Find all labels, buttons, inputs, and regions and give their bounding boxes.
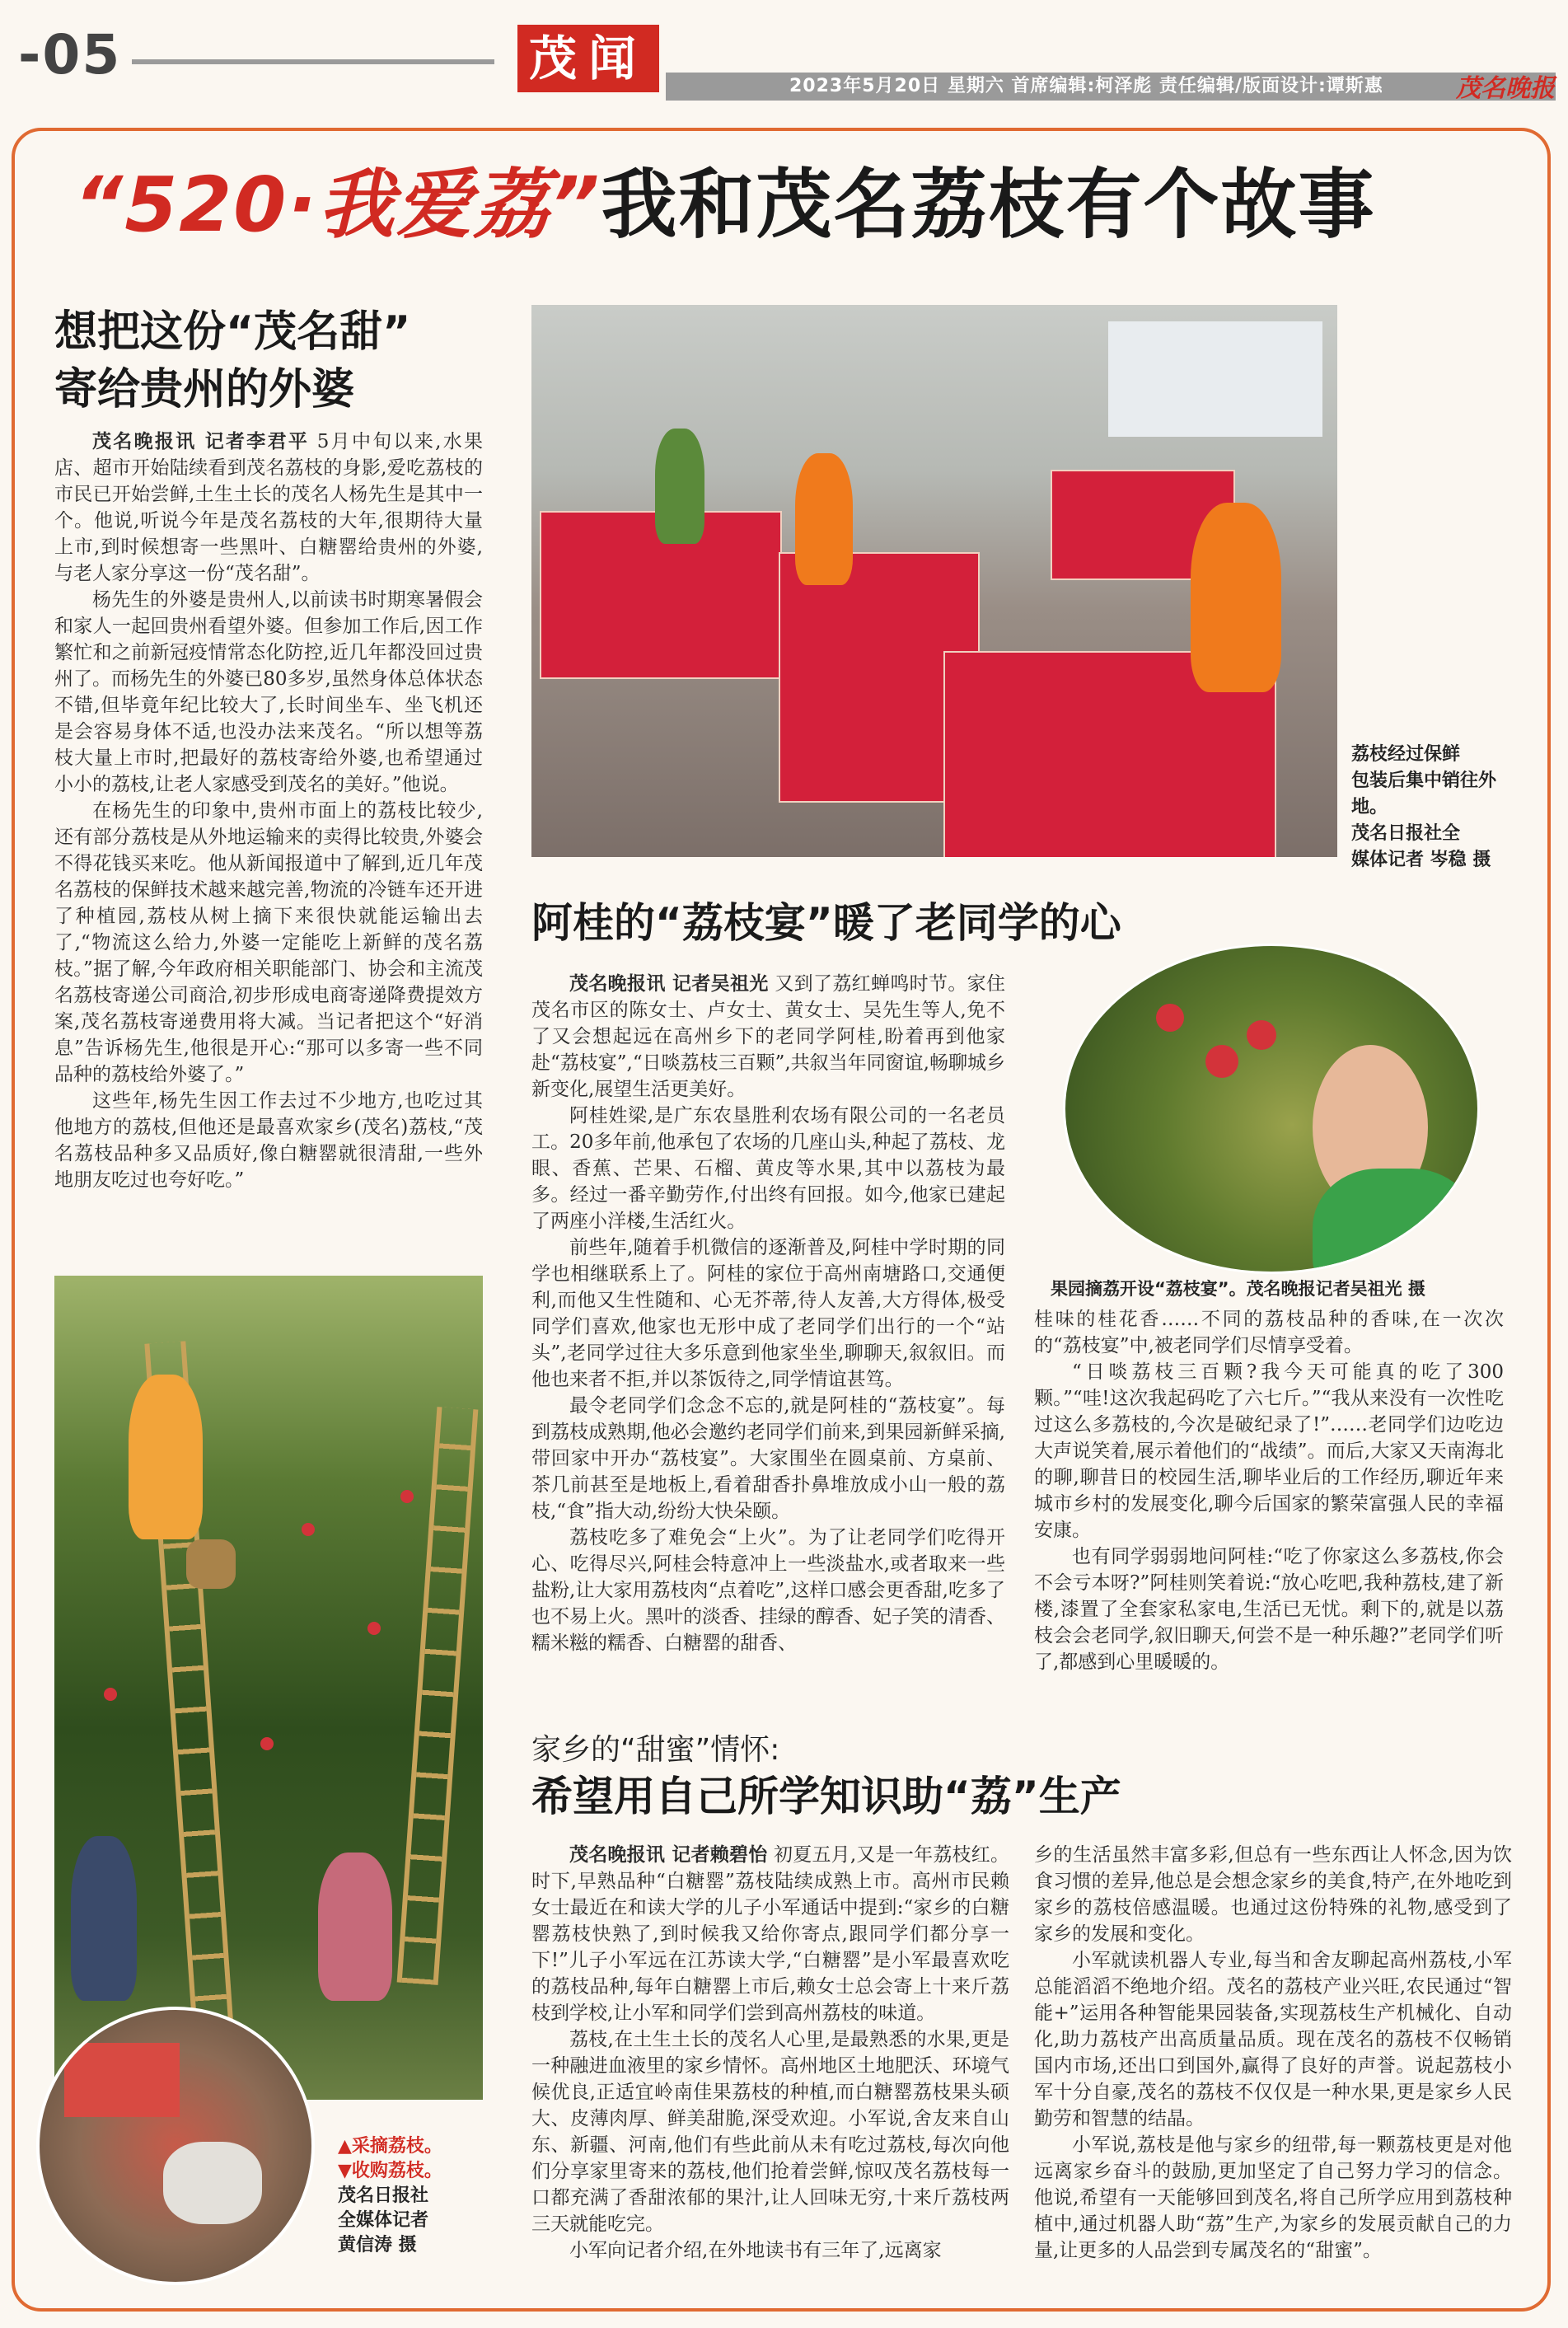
section-badge: 茂闻 [517,25,659,92]
story2-paragraph: 茂名晚报讯 记者吴祖光 又到了荔红蝉鸣时节。家住茂名市区的陈女士、卢女士、黄女士、吴先生等人,免不了又会想起远在高州乡下的老同学阿桂,盼着再到他家赴“荔枝宴”,“日啖荔枝三百颗”,共叙当年同窗谊,畅聊城乡新变化,展望生活更美好。 [531,973,1005,1100]
photo-basket [186,1539,236,1589]
story1-title-line1: 想把这份“茂名甜” [54,307,411,357]
photo3-caption [338,2134,486,2258]
story3-byline: 茂名晚报讯 记者赖碧怡 [569,1844,768,1866]
header-meta: 2023年5月20日 星期六 首席编辑:柯泽彪 责任编辑/版面设计:谭斯惠 [789,76,1383,96]
photo1-caption: 荔枝经过保鲜 包装后集中销往外 地。 茂名日报社全 媒体记者 岑稳 摄 [1351,744,1497,870]
story1-paragraph: 在杨先生的印象中,贵州市面上的荔枝比较少,还有部分荔枝是从外地运输来的卖得比较贵,外婆会不得花钱买来吃。他从新闻报道中了解到,近几年茂名荔枝的保鲜技术越来越完善,物流的冷链车还开进了种植园,荔枝从树上摘下来很快就能运输出去了,“物流这么给力,外婆一定能吃上新鲜的茂名荔枝。”据了解,今年政府相关职能部门、协会和主流茂名荔枝寄递公司商洽,初步形成电商寄递降费提效方案,茂名荔枝寄递费用将大减。当记者把这个“好消息”告诉杨先生,他很是开心:“那可以多寄一些不同品种的荔枝给外婆了。” [54,800,483,1085]
story3-paragraph: 茂名晚报讯 记者赖碧怡 初夏五月,又是一年荔枝红。时下,早熟品种“白糖罂”荔枝陆续成熟上市。高州市民赖女士最近在和读大学的儿子小军通话中提到:“家乡的白糖罂荔枝快熟了,到时候我又给你寄点,跟同学们都分享一下!”儿子小军远在江苏读大学,“白糖罂”是小军最喜欢吃的荔枝品种,每年白糖罂上市后,赖女士总会寄上十来斤荔枝到学校,让小军和同学们尝到高州荔枝的味道。 [531,1844,1009,2024]
story2-paragraph: 荔枝吃多了难免会“上火”。为了让老同学们吃得开心、吃得尽兴,阿桂会特意冲上一些淡盐水,或者取来一些盐粉,让大家用荔枝肉“点着吃”,这样口感会更香甜,吃多了也不易上火。黑叶的淡香、挂绿的醇香、妃子笑的清香、糯米糍的糯香、白糖罂的甜香、 [531,1527,1005,1654]
header-meta-bar [666,73,1556,101]
story3-body-col2 [1034,1842,1512,2307]
photo-lychee-crates [64,2043,180,2117]
photo-picker [71,1836,137,2001]
photo-picker [318,1853,392,2001]
photo3-caption-line: 全媒体记者 [338,2210,429,2231]
photo-lychee-dot [400,1490,414,1503]
photo-lychee-cluster [1205,1045,1238,1078]
photo-lychee-dot [260,1737,274,1750]
story2-paragraph: 桂味的桂花香……不同的荔枝品种的香味,在一次次的“荔枝宴”中,被老同学们尽情享受着。 [1034,1309,1504,1356]
header-rule [132,59,494,64]
photo3-caption-line: 黄信涛 摄 [338,2235,417,2255]
story3-paragraph: 荔枝,在土生土长的茂名人心里,是最熟悉的水果,更是一种融进血液里的家乡情怀。高州地区土地肥沃、环境气候优良,正适宜岭南佳果荔枝的种植,而白糖罂荔枝果头硕大、皮薄肉厚、鲜美甜脆,深受欢迎。小军说,舍友来自山东、新疆、河南,他们有些此前从未有吃过荔枝,每次向他们分享家里寄来的荔枝,他们抢着尝鲜,惊叹茂名荔枝每一口都充满了香甜浓郁的果汁,让人回味无穷,十来斤荔枝两三天就能吃完。 [531,2029,1009,2235]
story3-paragraph: 小军向记者介绍,在外地读书有三年了,远离家 [569,2240,942,2261]
photo-lychee-dot [104,1688,117,1701]
story1-paragraph: 茂名晚报讯 记者李君平 5月中旬以来,水果店、超市开始陆续看到茂名荔枝的身影,爱吃荔枝的市民已开始尝鲜,土生土长的茂名人杨先生是其中一个。他说,听说今年是茂名荔枝的大年,很期待大量上市,到时候想寄一些黑叶、白糖罂给贵州的外婆,与老人家分享这一份“茂名甜”。 [54,431,483,584]
main-title-slogan: “520·我爱荔” [74,161,601,249]
story2-paragraph: “日啖荔枝三百颗?我今天可能真的吃了300颗。”“哇!这次我起码吃了六七斤。”“我从来没有一次性吃过这么多荔枝的,今次是破纪录了!”……老同学们边吃边大声说笑着,展示着他们的“战绩”。而后,大家又天南海北的聊,聊昔日的校园生活,聊毕业后的工作经历,聊近年来城市乡村的发展变化,聊今后国家的繁荣富强人民的幸福安康。 [1034,1361,1504,1541]
photo-banner [1108,321,1322,437]
story3-kicker: 家乡的“甜蜜”情怀: [531,1733,780,1767]
photo-lychee-cluster [1156,1004,1184,1032]
photo-woman-shirt [1313,1169,1477,1274]
story1-title-line2: 寄给贵州的外婆 [54,365,355,415]
photo2-caption: 果园摘荔开设“荔枝宴”。茂名晚报记者吴祖光 摄 [1051,1279,1425,1299]
photo-lychee-packing [531,305,1337,857]
main-title-text: 我和茂名荔枝有个故事 [601,161,1376,249]
photo-buying-lychee [36,2007,315,2285]
story3-paragraph: 乡的生活虽然丰富多彩,但总有一些东西让人怀念,因为饮食习惯的差异,他总是会想念家乡的美食,特产,在外地吃到家乡的荔枝倍感温暖。也通过这份特殊的礼物,感受到了家乡的发展和变化。 [1034,1844,1512,1945]
story2-paragraph: 也有同学弱弱地问阿桂:“吃了你家这么多荔枝,你会不会亏本呀?”阿桂则笑着说:“放心吃吧,我种荔枝,建了新楼,漆置了全套家私家电,生活已无忧。剩下的,就是以荔枝会会老同学,叙旧聊天,何尝不是一种乐趣?”老同学们听了,都感到心里暖暖的。 [1034,1546,1504,1673]
photo-worker [1191,503,1281,692]
photo-lychee-dot [367,1622,381,1635]
photo3-caption-line: ▲采摘荔枝。 [338,2136,442,2157]
story2-paragraph: 最令老同学们念念不忘的,就是阿桂的“荔枝宴”。每到荔枝成熟期,他必会邀约老同学们前来,到果园新鲜采摘,带回家中开办“荔枝宴”。大家围坐在圆桌前、方桌前、茶几前甚至是地板上,看着甜香扑鼻堆放成小山一般的荔枝,“食”指大动,纷纷大快朵颐。 [531,1395,1005,1522]
story3-paragraph: 小军就读机器人专业,每当和舍友聊起高州荔枝,小军总能滔滔不绝地介绍。茂名的荔枝产业兴旺,农民通过“智能+”运用各种智能果园装备,实现荔枝生产机械化、自动化,助力荔枝产出高质量品质。现在茂名的荔枝不仅畅销国内市场,还出口到国外,赢得了良好的声誉。说起荔枝小军十分自豪,茂名的荔枝不仅仅是一种水果,更是家乡人民勤劳和智慧的结晶。 [1034,1950,1512,2129]
story1-title [54,303,516,419]
story2-byline: 茂名晚报讯 记者吴祖光 [569,973,769,995]
photo-picking-lychee [1063,944,1480,1274]
page-number: -05 [18,23,122,87]
photo-picking-tree [54,1276,483,2100]
story2-paragraph: 阿桂姓梁,是广东农垦胜利农场有限公司的一名老员工。20多年前,他承包了农场的几座山头,种起了荔枝、龙眼、香蕉、芒果、石榴、黄皮等水果,其中以荔枝为最多。经过一番辛勤劳作,付出终有回报。如今,他家已建起了两座小洋楼,生活红火。 [531,1105,1005,1232]
story3-paragraph: 小军说,荔枝是他与家乡的纽带,每一颗荔枝更是对他远离家乡奋斗的鼓励,更加坚定了自己努力学习的信念。他说,希望有一天能够回到茂名,将自己所学应用到荔枝种植中,通过机器人助“荔”生产,为家乡的发展贡献自己的力量,让更多的人品尝到专属茂名的“甜蜜”。 [1034,2134,1512,2261]
photo-buyers [163,2142,262,2224]
story1-paragraph: 杨先生的外婆是贵州人,以前读书时期寒暑假会和家人一起回贵州看望外婆。但参加工作后,因工作繁忙和之前新冠疫情常态化防控,近几年都没回过贵州了。而杨先生的外婆已80多岁,虽然身体总体状态不错,但毕竟年纪比较大了,长时间坐车、坐飞机还是会容易身体不适,也没办法来茂名。“所以想等荔枝大量上市时,把最好的荔枝寄给外婆,也希望通过小小的荔枝,让老人家感受到茂名的美好。”他说。 [54,589,483,795]
photo-worker [655,429,704,544]
photo-lychee-cluster [1247,1020,1276,1050]
photo-lychee-dot [302,1523,315,1536]
story2-paragraph: 前些年,随着手机微信的逐渐普及,阿桂中学时期的同学也相继联系上了。阿桂的家位于高州南塘路口,交通便利,而他又生性随和、心无芥蒂,待人友善,大方得体,极受同学们喜欢,他家也无形中成了老同学们出行的一个“站头”,老同学过往大多乐意到他家坐坐,聊聊天,叙叙旧。而他也来者不拒,并以茶饭待之,同学情谊甚笃。 [531,1237,1005,1390]
story2-body-col1 [531,971,1005,1795]
photo3-caption-line: ▼收购荔枝。 [338,2161,442,2181]
story1-paragraph: 这些年,杨先生因工作去过不少地方,也吃过其他地方的荔枝,但他还是最喜欢家乡(茂名)荔枝,“茂名荔枝品种多又品质好,像白糖罂就很清甜,一些外地朋友吃过也夸好吃。” [54,1090,483,1191]
photo-picker [129,1375,203,1539]
photo3-caption-line: 茂名日报社 [338,2185,429,2206]
story3-title: 希望用自己所学知识助“荔”生产 [531,1773,1121,1820]
story3-body-col1 [531,1842,1009,2307]
story2-title: 阿桂的“荔枝宴”暖了老同学的心 [531,899,1121,947]
story1-byline: 茂名晚报讯 记者李君平 [92,431,310,452]
photo-worker [795,453,853,585]
story2-body-col2 [1034,1306,1504,1685]
main-title [74,144,1376,253]
story1-body [54,429,483,1269]
paper-logo: 茂名晚报 [1456,74,1555,103]
